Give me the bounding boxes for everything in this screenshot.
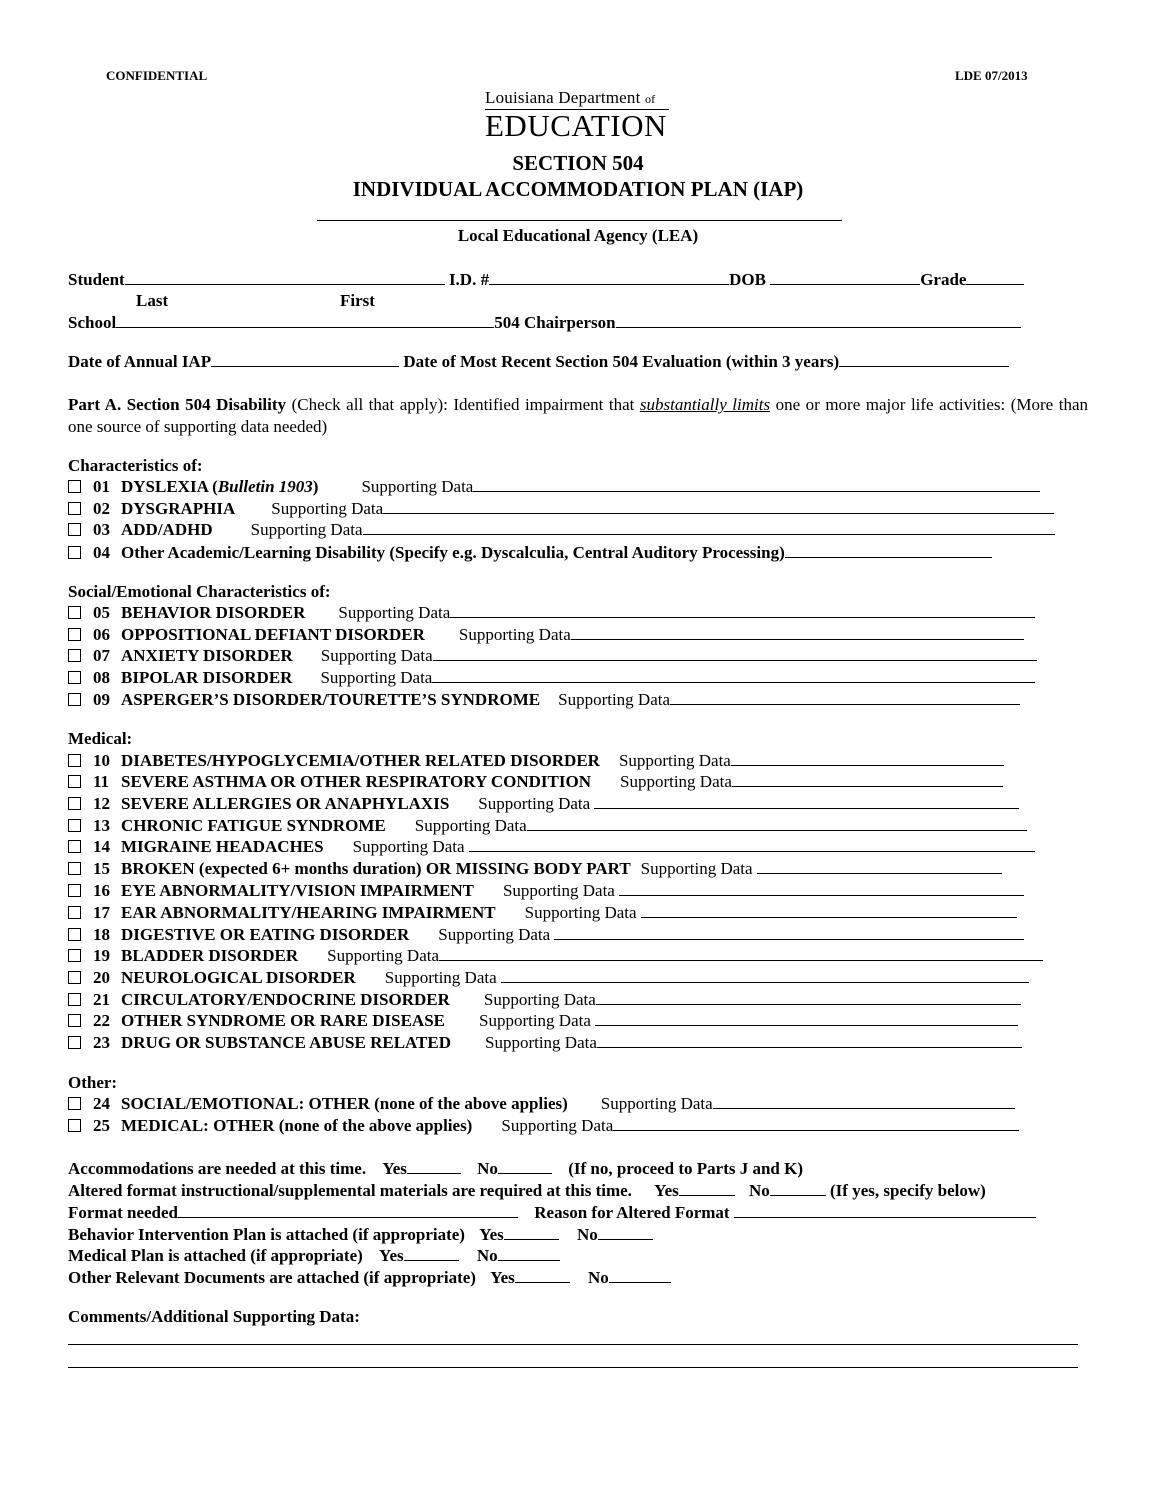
item-label-italic: Bulletin 1903 xyxy=(217,477,313,496)
part-a-title: Part A. Section 504 Disability xyxy=(68,395,287,414)
item-number: 20 xyxy=(93,968,110,987)
reason-label: Reason for Altered Format xyxy=(534,1203,730,1222)
supporting-data-field-11[interactable] xyxy=(732,772,1003,787)
dob-field[interactable] xyxy=(770,270,920,285)
item-label-end: ) xyxy=(312,477,319,496)
item-number: 11 xyxy=(93,772,110,791)
other-docs-yes-field[interactable] xyxy=(515,1268,570,1283)
recent-eval-label: Date of Most Recent Section 504 Evaluation (within 3 years) xyxy=(403,352,840,371)
supporting-data-label: Supporting Data xyxy=(327,946,440,965)
supporting-data-field-22[interactable] xyxy=(595,1011,1018,1026)
student-line xyxy=(68,270,1024,290)
dates-line xyxy=(68,352,1009,372)
item-11 xyxy=(68,772,1003,792)
item-number: 25 xyxy=(93,1116,110,1135)
comments-line-2[interactable] xyxy=(68,1367,1078,1368)
item-25 xyxy=(68,1116,1019,1136)
part-a-paragraph xyxy=(68,394,1088,438)
section-social: Social/Emotional Characteristics of: xyxy=(68,582,331,601)
item-number: 05 xyxy=(93,603,110,622)
item-07 xyxy=(68,646,1037,666)
item-label: EAR ABNORMALITY/HEARING IMPAIRMENT xyxy=(121,903,496,922)
item-label: SEVERE ALLERGIES OR ANAPHYLAXIS xyxy=(121,794,450,813)
checkbox-24[interactable] xyxy=(68,1097,81,1110)
school-label: School xyxy=(68,313,117,332)
annual-iap-field[interactable] xyxy=(211,352,399,367)
recent-eval-field[interactable] xyxy=(839,352,1009,367)
item-label: MEDICAL: OTHER (none of the above applies) xyxy=(121,1116,473,1135)
item-number: 21 xyxy=(93,990,110,1009)
item-01 xyxy=(68,477,1040,497)
supporting-data-label: Supporting Data xyxy=(320,646,433,665)
item-14 xyxy=(68,837,1035,857)
supporting-data-label: Supporting Data xyxy=(479,1011,591,1030)
checkbox-15[interactable] xyxy=(68,862,81,875)
accommodations-yes-field[interactable] xyxy=(407,1159,461,1174)
item-number: 10 xyxy=(93,751,110,770)
item-label: BROKEN (expected 6+ months duration) OR MISSING BODY PART xyxy=(121,859,631,878)
reason-field[interactable] xyxy=(734,1203,1036,1218)
form-code: LDE 07/2013 xyxy=(955,68,1028,83)
checkbox-12[interactable] xyxy=(68,797,81,810)
item-03 xyxy=(68,520,1055,540)
section-medical: Medical: xyxy=(68,729,133,748)
checkbox-01[interactable] xyxy=(68,480,81,493)
supporting-data-label: Supporting Data xyxy=(640,859,753,878)
item-number: 19 xyxy=(93,946,110,965)
other-docs-label: Other Relevant Documents are attached (if appropriate) xyxy=(68,1268,476,1287)
item-number: 01 xyxy=(93,477,110,496)
lea-label: Local Educational Agency (LEA) xyxy=(457,226,699,245)
supporting-data-field-19[interactable] xyxy=(439,946,1043,961)
checkbox-16[interactable] xyxy=(68,884,81,897)
part-a-text1: (Check all that apply): Identified impairment that xyxy=(286,395,640,414)
item-number: 17 xyxy=(93,903,110,922)
item-08 xyxy=(68,668,1035,688)
supporting-data-field-05[interactable] xyxy=(450,603,1035,618)
item-04 xyxy=(68,543,992,563)
chairperson-field[interactable] xyxy=(616,313,1021,328)
item-number: 12 xyxy=(93,794,110,813)
accommodations-label: Accommodations are needed at this time. xyxy=(68,1159,367,1178)
medical-plan-yes-field[interactable] xyxy=(404,1246,459,1261)
item-label: DRUG OR SUBSTANCE ABUSE RELATED xyxy=(121,1033,451,1052)
medical-plan-no-field[interactable] xyxy=(498,1246,560,1261)
supporting-data-label: Supporting Data xyxy=(320,668,433,687)
supporting-data-label: Supporting Data xyxy=(361,477,474,496)
grade-field[interactable] xyxy=(966,270,1024,285)
last-label: Last xyxy=(136,291,169,310)
item-label: CHRONIC FATIGUE SYNDROME xyxy=(121,816,386,835)
checkbox-03[interactable] xyxy=(68,523,81,536)
confidential-label: CONFIDENTIAL xyxy=(106,68,208,83)
supporting-data-label: Supporting Data xyxy=(600,1094,713,1113)
logo-main-text: EDUCATION xyxy=(485,108,667,143)
comments-line-1[interactable] xyxy=(68,1344,1078,1345)
item-label: DYSLEXIA ( xyxy=(121,477,218,496)
checkbox-08[interactable] xyxy=(68,671,81,684)
annual-iap-label: Date of Annual IAP xyxy=(68,352,212,371)
item-label: EYE ABNORMALITY/VISION IMPAIRMENT xyxy=(121,881,474,900)
supporting-data-field-17[interactable] xyxy=(641,903,1017,918)
supporting-data-label: Supporting Data xyxy=(271,499,384,518)
checkbox-25[interactable] xyxy=(68,1119,81,1132)
supporting-data-label: Supporting Data xyxy=(501,1116,614,1135)
supporting-data-label: Supporting Data xyxy=(618,751,731,770)
id-field[interactable] xyxy=(489,270,729,285)
supporting-data-field-15[interactable] xyxy=(757,859,1002,874)
checkbox-06[interactable] xyxy=(68,628,81,641)
section-characteristics: Characteristics of: xyxy=(68,456,203,475)
supporting-data-label: Supporting Data xyxy=(384,968,497,987)
altered-no-field[interactable] xyxy=(770,1181,826,1196)
supporting-data-field-24[interactable] xyxy=(713,1094,1015,1109)
yes-label: Yes xyxy=(382,1159,407,1178)
altered-format-note: (If yes, specify below) xyxy=(830,1181,986,1200)
part-a-emphasis: substantially limits xyxy=(639,395,771,414)
checkbox-19[interactable] xyxy=(68,949,81,962)
format-needed-line xyxy=(68,1203,1036,1223)
item-number: 08 xyxy=(93,668,110,687)
item-15 xyxy=(68,859,1002,879)
item-label: SOCIAL/EMOTIONAL: OTHER (none of the above applies) xyxy=(121,1094,568,1113)
supporting-data-field-18[interactable] xyxy=(554,925,1024,940)
other-docs-line xyxy=(68,1268,671,1288)
item-label: Other Academic/Learning Disability (Specify e.g. Dyscalculia, Central Auditory Processing) xyxy=(121,543,785,562)
checkbox-09[interactable] xyxy=(68,693,81,706)
supporting-data-label: Supporting Data xyxy=(352,837,465,856)
item-label: BIPOLAR DISORDER xyxy=(121,668,293,687)
supporting-data-field-16[interactable] xyxy=(619,881,1024,896)
supporting-data-field-23[interactable] xyxy=(597,1033,1022,1048)
item-06 xyxy=(68,625,1024,645)
item-label: SEVERE ASTHMA OR OTHER RESPIRATORY CONDITION xyxy=(121,772,591,791)
altered-format-line xyxy=(68,1181,986,1201)
supporting-data-field-08[interactable] xyxy=(432,668,1035,683)
item-24 xyxy=(68,1094,1015,1114)
item-number: 22 xyxy=(93,1011,110,1030)
item-number: 02 xyxy=(93,499,110,518)
supporting-data-label: Supporting Data xyxy=(558,690,671,709)
yes-label: Yes xyxy=(479,1225,504,1244)
checkbox-05[interactable] xyxy=(68,606,81,619)
item-number: 16 xyxy=(93,881,110,900)
item-13 xyxy=(68,816,1027,836)
logo-top-text: Louisiana Department xyxy=(485,88,641,107)
school-field[interactable] xyxy=(116,313,494,328)
supporting-data-label: Supporting Data xyxy=(502,881,615,900)
item-label: NEUROLOGICAL DISORDER xyxy=(121,968,356,987)
other-docs-no-field[interactable] xyxy=(609,1268,671,1283)
no-label: No xyxy=(748,1181,770,1200)
supporting-data-field-21[interactable] xyxy=(596,990,1021,1005)
specify-field-04[interactable] xyxy=(785,543,992,558)
supporting-data-field-02[interactable] xyxy=(383,499,1054,514)
accommodations-note: (If no, proceed to Parts J and K) xyxy=(568,1159,804,1178)
item-number: 23 xyxy=(93,1033,110,1052)
checkbox-23[interactable] xyxy=(68,1036,81,1049)
no-label: No xyxy=(577,1225,598,1244)
item-10 xyxy=(68,751,1004,771)
medical-plan-label: Medical Plan is attached (if appropriate) xyxy=(68,1246,363,1265)
yes-label: Yes xyxy=(654,1181,679,1200)
supporting-data-field-03[interactable] xyxy=(363,520,1055,535)
yes-label: Yes xyxy=(490,1268,515,1287)
item-02 xyxy=(68,499,1054,519)
accommodations-no-field[interactable] xyxy=(498,1159,552,1174)
lea-input-line[interactable] xyxy=(317,220,842,221)
item-number: 15 xyxy=(93,859,110,878)
accommodations-line xyxy=(68,1159,803,1179)
item-17 xyxy=(68,903,1017,923)
item-21 xyxy=(68,990,1021,1010)
format-needed-label: Format needed xyxy=(68,1203,179,1222)
item-12 xyxy=(68,794,1019,814)
id-label: I.D. # xyxy=(448,270,490,289)
checkbox-13[interactable] xyxy=(68,819,81,832)
supporting-data-label: Supporting Data xyxy=(338,603,451,622)
school-line xyxy=(68,313,1021,333)
grade-label: Grade xyxy=(920,270,967,289)
item-16 xyxy=(68,881,1024,901)
supporting-data-label: Supporting Data xyxy=(524,903,637,922)
item-05 xyxy=(68,603,1035,623)
item-label: OTHER SYNDROME OR RARE DISEASE xyxy=(121,1011,445,1030)
item-number: 18 xyxy=(93,925,110,944)
supporting-data-field-14[interactable] xyxy=(469,837,1035,852)
no-label: No xyxy=(476,1246,498,1265)
supporting-data-label: Supporting Data xyxy=(619,772,732,791)
item-label: ANXIETY DISORDER xyxy=(121,646,293,665)
lde-logo xyxy=(485,89,675,141)
item-number: 24 xyxy=(93,1094,110,1113)
chairperson-label: 504 Chairperson xyxy=(494,313,616,332)
item-number: 03 xyxy=(93,520,110,539)
item-number: 06 xyxy=(93,625,110,644)
checkbox-18[interactable] xyxy=(68,928,81,941)
section-other: Other: xyxy=(68,1073,118,1092)
item-number: 14 xyxy=(93,837,110,856)
bip-line xyxy=(68,1225,653,1245)
first-label: First xyxy=(340,291,375,310)
bip-no-field[interactable] xyxy=(598,1225,653,1240)
item-label: BEHAVIOR DISORDER xyxy=(121,603,306,622)
item-label: ADD/ADHD xyxy=(121,520,213,539)
student-name-field[interactable] xyxy=(125,270,445,285)
checkbox-14[interactable] xyxy=(68,840,81,853)
checkbox-11[interactable] xyxy=(68,775,81,788)
supporting-data-label: Supporting Data xyxy=(485,1033,597,1052)
supporting-data-field-09[interactable] xyxy=(670,690,1020,705)
no-label: No xyxy=(588,1268,609,1287)
checkbox-21[interactable] xyxy=(68,993,81,1006)
dob-label: DOB xyxy=(729,270,766,289)
supporting-data-field-10[interactable] xyxy=(731,751,1004,766)
title-section-504: SECTION 504 xyxy=(512,151,644,175)
item-number: 09 xyxy=(93,690,110,709)
item-19 xyxy=(68,946,1043,966)
item-label: DIABETES/HYPOGLYCEMIA/OTHER RELATED DISORDER xyxy=(121,751,600,770)
supporting-data-field-25[interactable] xyxy=(613,1116,1019,1131)
comments-label: Comments/Additional Supporting Data: xyxy=(68,1307,360,1326)
item-label: CIRCULATORY/ENDOCRINE DISORDER xyxy=(121,990,450,1009)
bip-label: Behavior Intervention Plan is attached (if appropriate) xyxy=(68,1225,465,1244)
item-label: BLADDER DISORDER xyxy=(121,946,299,965)
supporting-data-label: Supporting Data xyxy=(483,990,596,1009)
supporting-data-label: Supporting Data xyxy=(438,925,551,944)
supporting-data-label: Supporting Data xyxy=(478,794,591,813)
supporting-data-field-06[interactable] xyxy=(571,625,1024,640)
title-iap: INDIVIDUAL ACCOMMODATION PLAN (IAP) xyxy=(352,177,804,201)
supporting-data-field-20[interactable] xyxy=(501,968,1029,983)
checkbox-02[interactable] xyxy=(68,502,81,515)
supporting-data-field-13[interactable] xyxy=(527,816,1027,831)
checkbox-17[interactable] xyxy=(68,906,81,919)
no-label: No xyxy=(477,1159,498,1178)
item-label: MIGRAINE HEADACHES xyxy=(121,837,324,856)
item-label: ASPERGER’S DISORDER/TOURETTE’S SYNDROME xyxy=(121,690,541,709)
item-label: DIGESTIVE OR EATING DISORDER xyxy=(121,925,410,944)
supporting-data-label: Supporting Data xyxy=(458,625,571,644)
supporting-data-label: Supporting Data xyxy=(414,816,527,835)
item-18 xyxy=(68,925,1024,945)
logo-of-text: of xyxy=(644,92,656,106)
item-number: 04 xyxy=(93,543,110,562)
altered-yes-field[interactable] xyxy=(679,1181,735,1196)
checkbox-07[interactable] xyxy=(68,649,81,662)
item-22 xyxy=(68,1011,1018,1031)
item-label: DYSGRAPHIA xyxy=(121,499,236,518)
item-23 xyxy=(68,1033,1022,1053)
item-number: 13 xyxy=(93,816,110,835)
part-a-text2: one or more major life activities: (More than one source of supporting data needed) xyxy=(68,395,1088,436)
checkbox-22[interactable] xyxy=(68,1014,81,1027)
format-needed-field[interactable] xyxy=(178,1203,518,1218)
item-number: 07 xyxy=(93,646,110,665)
supporting-data-field-07[interactable] xyxy=(433,646,1037,661)
bip-yes-field[interactable] xyxy=(504,1225,559,1240)
item-20 xyxy=(68,968,1029,988)
altered-format-label: Altered format instructional/supplemental materials are required at this time. xyxy=(68,1181,632,1200)
yes-label: Yes xyxy=(379,1246,404,1265)
checkbox-04[interactable] xyxy=(68,546,81,559)
student-label: Student xyxy=(68,270,125,289)
checkbox-10[interactable] xyxy=(68,754,81,767)
medical-plan-line xyxy=(68,1246,560,1266)
supporting-data-field-01[interactable] xyxy=(473,477,1040,492)
supporting-data-field-12[interactable] xyxy=(594,794,1019,809)
item-label: OPPOSITIONAL DEFIANT DISORDER xyxy=(121,625,425,644)
supporting-data-label: Supporting Data xyxy=(250,520,363,539)
item-09 xyxy=(68,690,1020,710)
checkbox-20[interactable] xyxy=(68,971,81,984)
